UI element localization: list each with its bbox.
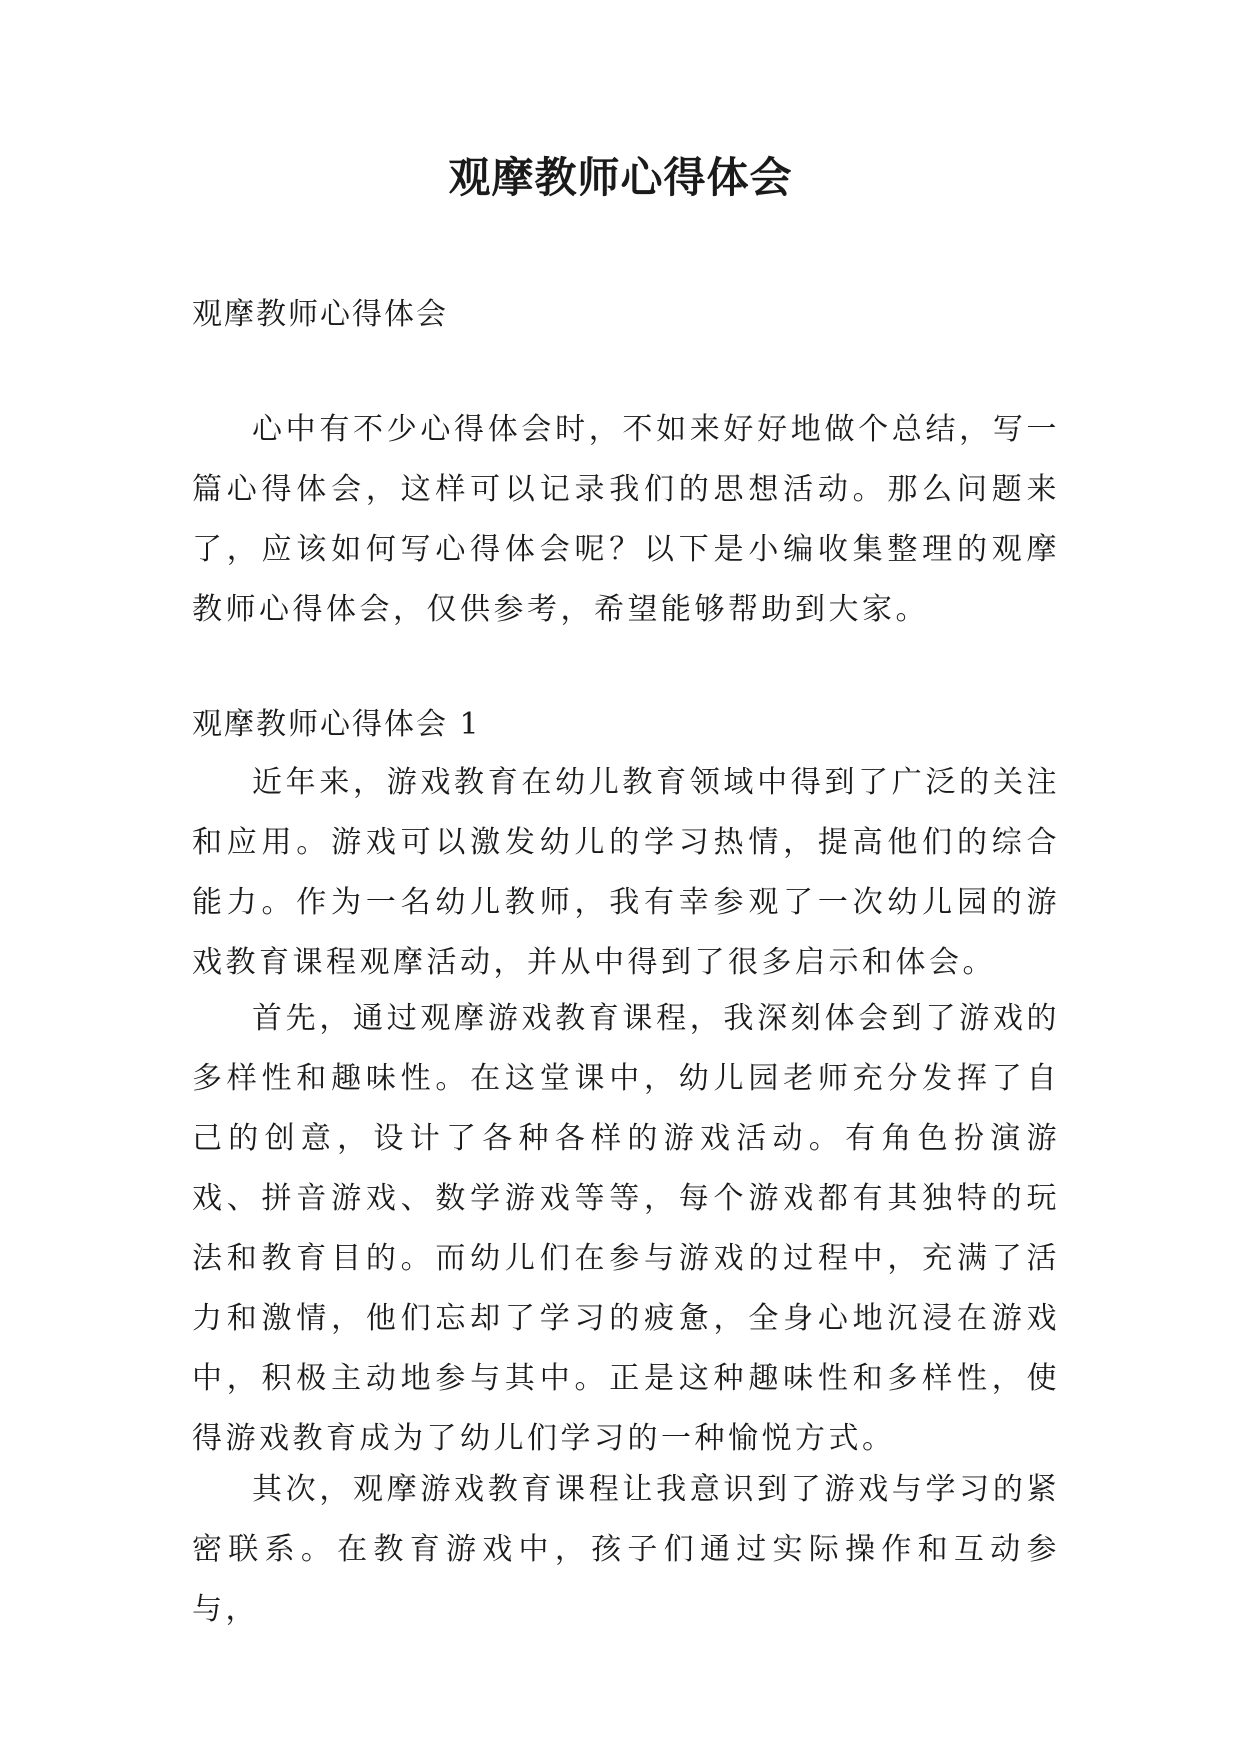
intro-paragraph: 心中有不少心得体会时，不如来好好地做个总结，写一篇心得体会，这样可以记录我们的思想活动。那么问题来了，应该如何写心得体会呢？以下是小编收集整理的观摩教师心得体会，仅供参考，希望能够帮助到大家。 <box>192 412 1060 627</box>
document-subtitle: 观摩教师心得体会 <box>192 297 448 332</box>
body-paragraph: 近年来，游戏教育在幼儿教育领域中得到了广泛的关注和应用。游戏可以激发幼儿的学习热情，提高他们的综合能力。作为一名幼儿教师，我有幸参观了一次幼儿园的游戏教育课程观摩活动，并从中得到了很多启示和体会。 <box>192 765 1060 980</box>
section-heading: 观摩教师心得体会 1 <box>192 707 481 742</box>
document-title: 观摩教师心得体会 <box>448 153 793 202</box>
body-paragraph: 其次，观摩游戏教育课程让我意识到了游戏与学习的紧密联系。在教育游戏中，孩子们通过实际操作和互动参与， <box>192 1472 1060 1627</box>
body-paragraph: 首先，通过观摩游戏教育课程，我深刻体会到了游戏的多样性和趣味性。在这堂课中，幼儿园老师充分发挥了自己的创意，设计了各种各样的游戏活动。有角色扮演游戏、拼音游戏、数学游戏等等，每个游戏都有其独特的玩法和教育目的。而幼儿们在参与游戏的过程中，充满了活力和激情，他们忘却了学习的疲惫，全身心地沉浸在游戏中，积极主动地参与其中。正是这种趣味性和多样性，使得游戏教育成为了幼儿们学习的一种愉悦方式。 <box>192 1001 1060 1456</box>
